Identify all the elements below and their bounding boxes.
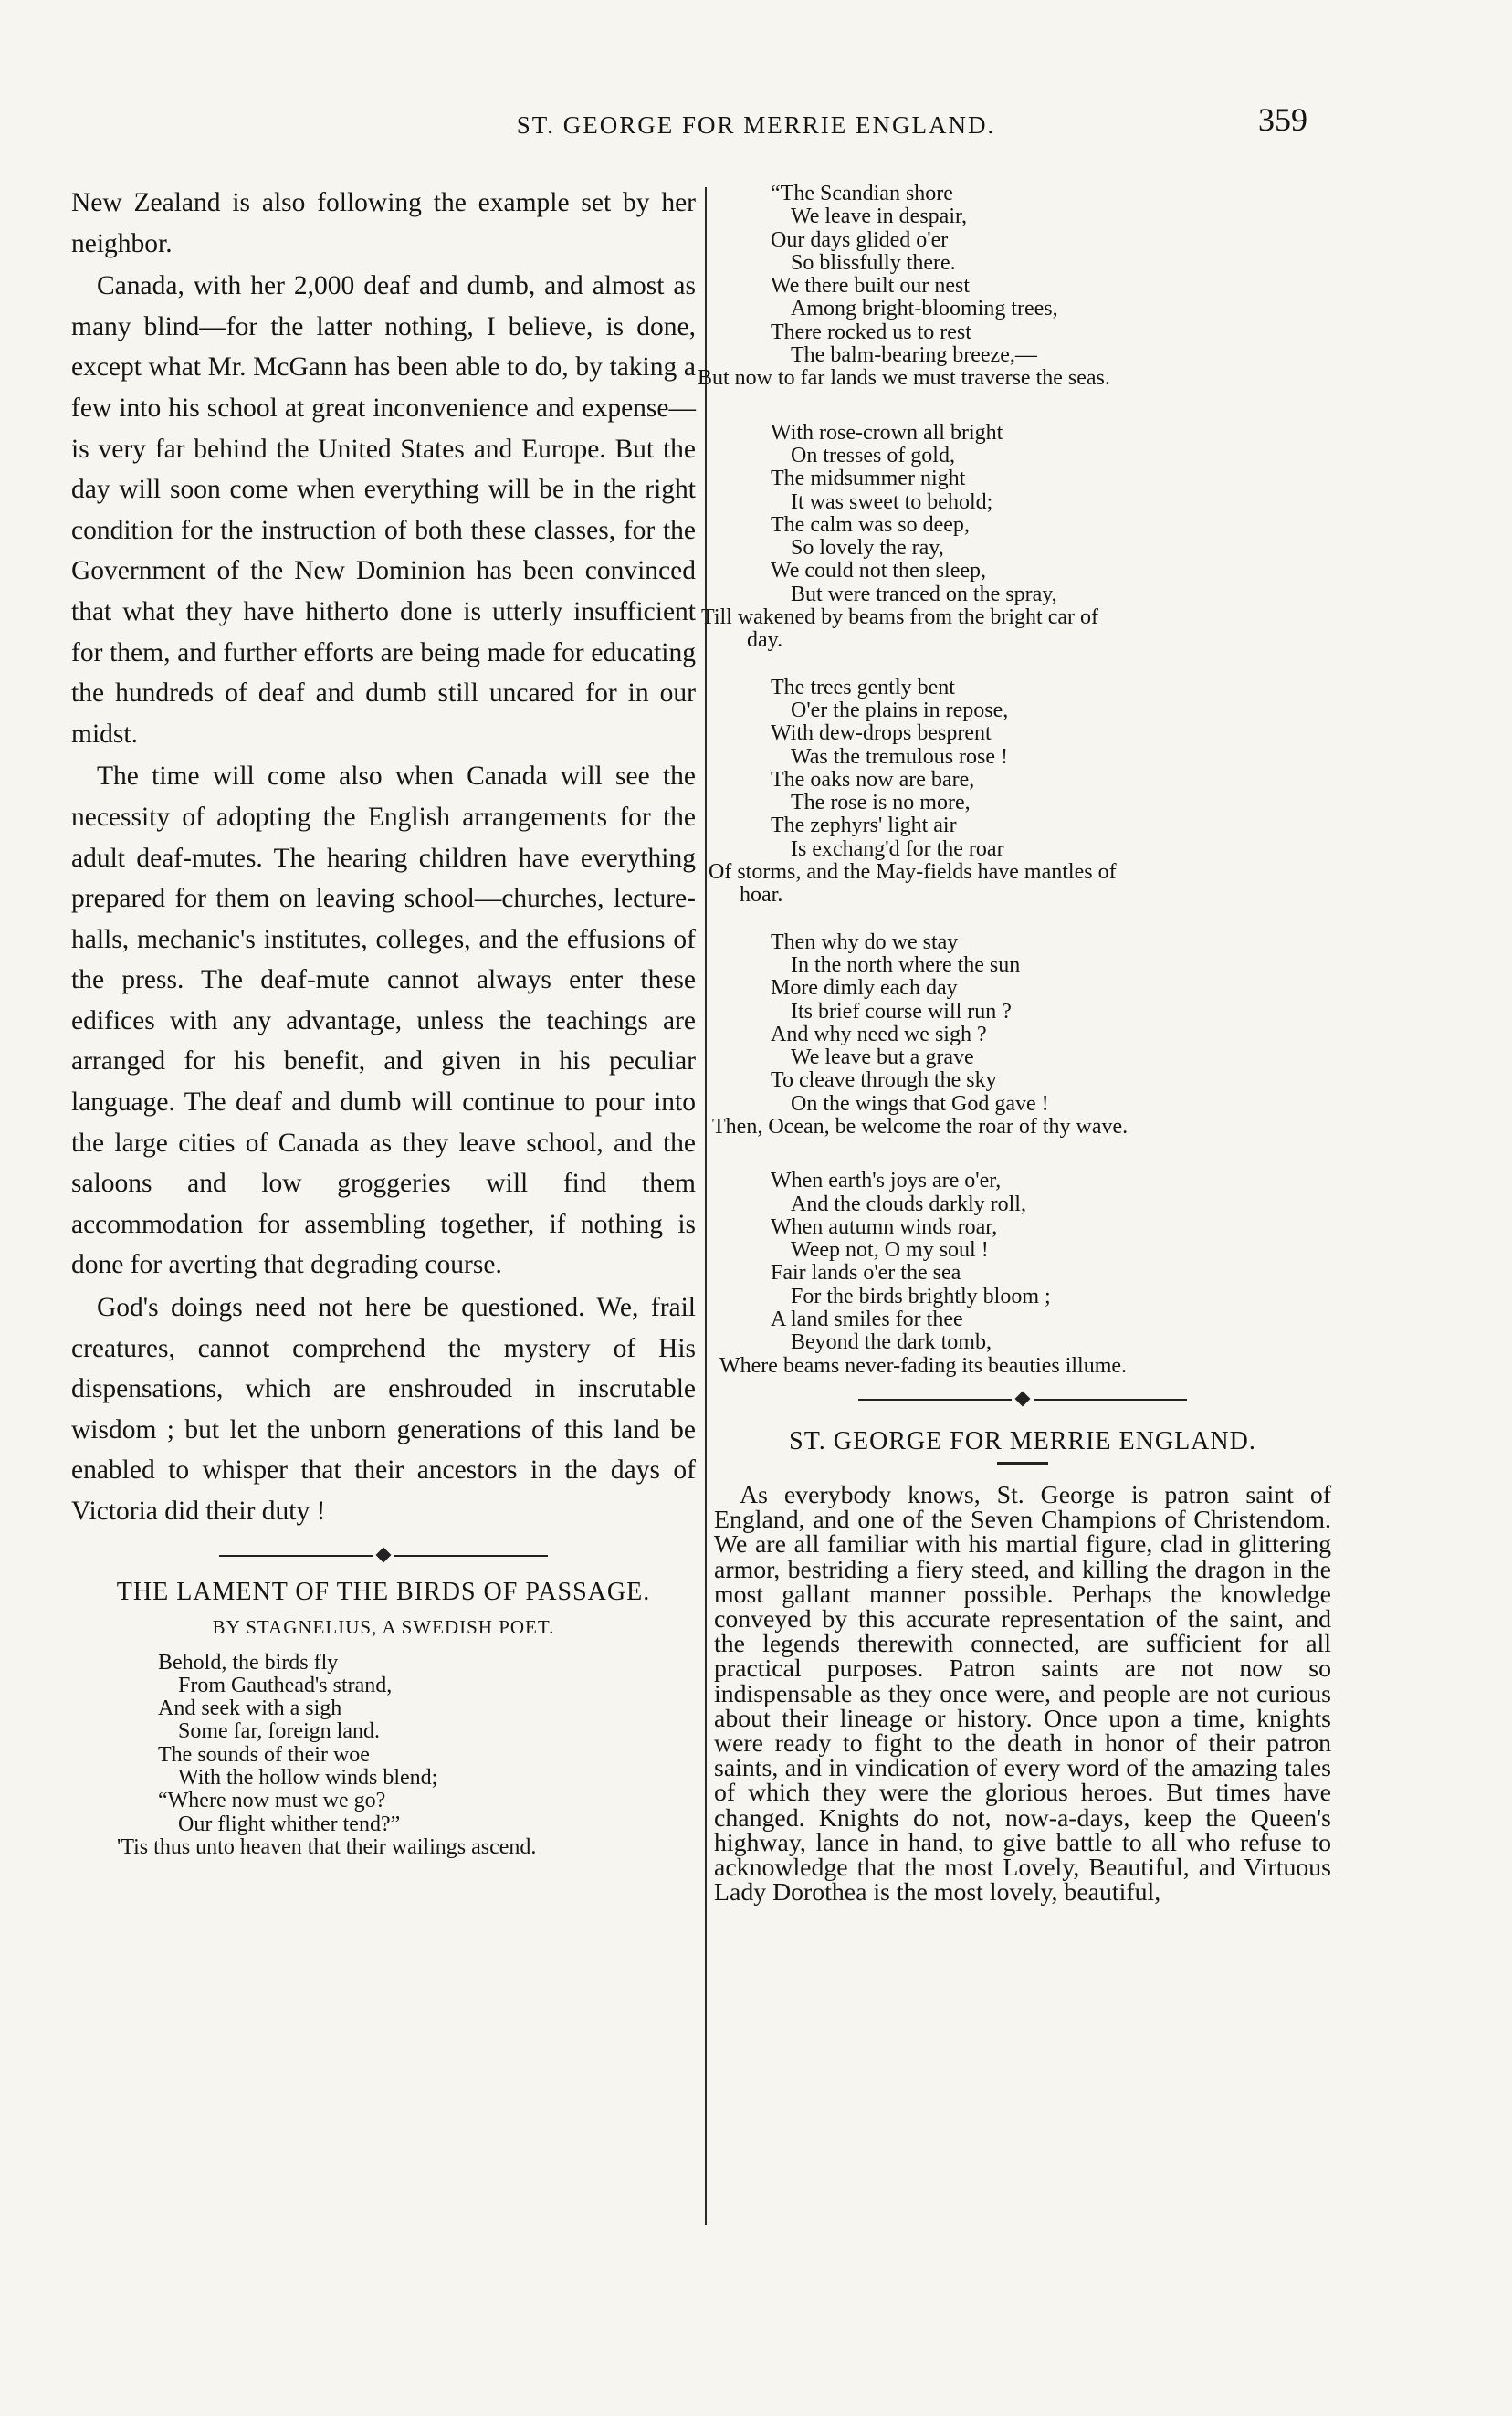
poem-line: Where beams never-fading its beauties illume.: [719, 1353, 1128, 1378]
poem-byline: BY STAGNELIUS, A SWEDISH POET.: [212, 1615, 555, 1638]
poem-line: For the birds brightly bloom ;: [791, 1284, 1051, 1308]
poem-line: When earth's joys are o'er,: [771, 1169, 1002, 1193]
poem-line: Was the tremulous rose !: [791, 744, 1009, 769]
poem-line: With the hollow winds blend;: [178, 1766, 438, 1791]
poem-line: We leave but a grave: [791, 1045, 974, 1070]
paragraph: The time will come also when Canada will see the necessity of adopting the English arrangements for the adult deaf-mutes. The hearing children have everything prepared for them on leaving school—churches, lecture-halls, mechanic's institutes, colleges, and the effusions of the press. The deaf-mute cannot always enter these edifices with any advantage, unless the teachings are arranged for his benefit, and given in his peculiar language. The deaf and dumb will continue to pour into the large cities of Canada as they leave school, and the saloons and low groggeries will find them accommodation for assembling together, if nothing is done for averting that degrading course.: [71, 762, 696, 1280]
section-separator: [219, 1547, 548, 1565]
poem-line: But were tranced on the spray,: [791, 582, 1057, 606]
poem-stanza: [71, 1652, 696, 1860]
poem-line: hoar.: [740, 883, 783, 908]
section-separator: [858, 1391, 1187, 1409]
poem-line: The zephyrs' light air: [771, 814, 957, 838]
poem-line: On tresses of gold,: [791, 443, 955, 467]
poem-line: And why need we sigh ?: [771, 1022, 987, 1046]
poem-stanza: [709, 675, 1331, 908]
poem-line: The trees gently bent: [771, 675, 955, 699]
column-rule: [705, 187, 707, 2225]
paragraph: Canada, with her 2,000 deaf and dumb, and almost as many blind—for the latter nothing, I believe, is done, except what Mr. McGann has been able to do, by taking a few into his school at great inconvenience and expense—is very far behind the United States and Europe. But the day will soon come when everything will be in the right condition for the instruction of both these classes, for the Government of the New Dominion has been convinced that what they have hitherto done is utterly insufficient for them, and further efforts are being made for educating the hundreds of deaf and dumb still uncared for in our midst.: [71, 271, 696, 749]
poem-stanza: [714, 931, 1331, 1140]
poem-line: Of storms, and the May-fields have mantles of: [709, 860, 1117, 885]
running-title: ST. GEORGE FOR MERRIE ENGLAND.: [516, 111, 996, 139]
poem-line: The oaks now are bare,: [771, 767, 975, 792]
poem-line: “The Scandian shore: [771, 182, 953, 205]
poem-line: The calm was so deep,: [771, 512, 970, 537]
poem-line: Is exchang'd for the roar: [791, 836, 1004, 861]
poem-line: 'Tis thus unto heaven that their wailings ascend.: [117, 1834, 537, 1859]
poem-line: So lovely the ray,: [791, 536, 944, 561]
title-rule: [997, 1462, 1048, 1465]
poem-line: The rose is no more,: [791, 791, 971, 815]
poem-line: When autumn winds roar,: [771, 1214, 998, 1239]
poem-line: With dew-drops besprent: [771, 721, 992, 746]
poem-stanza: [698, 182, 1331, 391]
poem-line: But now to far lands we must traverse the seas.: [698, 366, 1110, 391]
poem-line: O'er the plains in repose,: [791, 698, 1009, 722]
poem-line: The midsummer night: [771, 467, 966, 491]
poem-line: To cleave through the sky: [771, 1068, 997, 1093]
poem-title: THE LAMENT OF THE BIRDS OF PASSAGE.: [116, 1577, 651, 1606]
poem-line: From Gauthead's strand,: [178, 1673, 393, 1697]
poem-line: Behold, the birds fly: [158, 1650, 339, 1675]
poem-line: So blissfully there.: [791, 250, 956, 275]
poem-line: “Where now must we go?: [158, 1789, 386, 1813]
right-column: [698, 182, 1331, 1907]
poem-line: There rocked us to rest: [771, 320, 971, 344]
poem-line: Then why do we stay: [771, 930, 959, 954]
poem-line: day.: [747, 628, 783, 653]
poem-line: Weep not, O my soul !: [791, 1238, 989, 1263]
article-title: ST. GEORGE FOR MERRIE ENGLAND.: [789, 1426, 1256, 1455]
poem-line: We could not then sleep,: [771, 559, 987, 583]
poem-line: The sounds of their woe: [158, 1742, 370, 1767]
poem-line: Its brief course will run ?: [791, 999, 1012, 1024]
poem-line: On the wings that God gave !: [791, 1091, 1049, 1116]
poem-line: We there built our nest: [771, 274, 971, 299]
poem-line: Among bright-blooming trees,: [791, 297, 1058, 321]
poem-line: In the north where the sun: [791, 952, 1021, 977]
paragraph: God's doings need not here be questioned. We, frail creatures, cannot comprehend the mystery of His dispensations, which are enshrouded in inscrutable wisdom ; but let the unborn generations of this land be enabled to whisper that their ancestors in the days of Victoria did their duty !: [71, 1293, 696, 1526]
poem-line: Fair lands o'er the sea: [771, 1261, 961, 1286]
poem-line: We leave in despair,: [791, 205, 968, 229]
paragraph: New Zealand is also following the example set by her neighbor.: [71, 188, 696, 258]
poem-line: A land smiles for thee: [771, 1308, 963, 1332]
poem-line: Our days glided o'er: [771, 227, 949, 252]
page-number: 359: [1258, 101, 1307, 138]
poem-line: And seek with a sigh: [158, 1696, 342, 1721]
poem-line: Till wakened by beams from the bright car of: [701, 605, 1099, 630]
left-column: [71, 183, 696, 1859]
poem-line: With rose-crown all bright: [771, 420, 1003, 445]
poem-line: Then, Ocean, be welcome the roar of thy wave.: [712, 1114, 1129, 1139]
poem-line: Our flight whither tend?”: [178, 1812, 401, 1836]
poem-line: It was sweet to behold;: [791, 489, 993, 514]
poem-line: The balm-bearing breeze,—: [791, 343, 1037, 368]
poem-line: More dimly each day: [771, 976, 958, 1001]
poem-line: And the clouds darkly roll,: [791, 1192, 1026, 1216]
poem-stanza: [714, 1170, 1331, 1378]
poem-line: Beyond the dark tomb,: [791, 1330, 992, 1355]
poem-line: Some far, foreign land.: [178, 1719, 380, 1744]
poem-stanza: [701, 420, 1331, 653]
article-paragraph: As everybody knows, St. George is patron saint of England, and one of the Seven Champions of Christendom. We are all familiar with his martial figure, clad in glittering armor, bestriding a fiery steed, and killing the dragon in the most gallant manner possible. Perhaps the knowledge conveyed by this accurate representation of the saint, and the legends therewith connected, are sufficient for all practical purposes. Patron saints are not now so indispensable as they once were, and people are not curious about their lineage or history. Once upon a time, knights were ready to fight to the death in honor of their patron saints, and in vindication of every word of the amazing tales of which they were the glorious heroes. But times have changed. Knights do not, now-a-days, keep the Queen's highway, lance in hand, to give battle to all who refuse to acknowledge that the most Lovely, Beautiful, and Virtuous Lady Dorothea is the most lovely, beautiful,: [714, 1480, 1331, 1907]
